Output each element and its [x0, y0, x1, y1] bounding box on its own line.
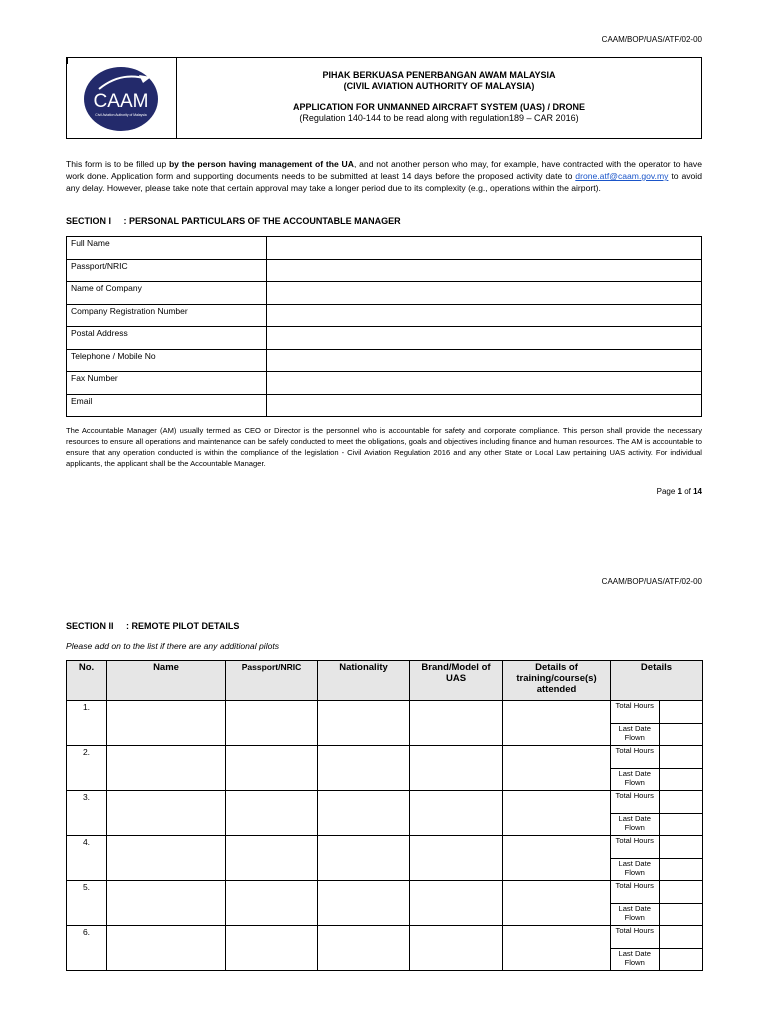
intro-paragraph — [66, 158, 702, 194]
table-row — [67, 349, 702, 372]
last-date-input[interactable] — [659, 858, 702, 880]
training-cell[interactable] — [503, 836, 611, 881]
details-cell — [611, 836, 703, 881]
training-cell[interactable] — [503, 791, 611, 836]
total-hours-label: Total Hours — [611, 791, 659, 813]
table-row — [67, 791, 703, 836]
field-input[interactable] — [267, 259, 702, 282]
table-row — [67, 926, 703, 971]
col-header-training: Details of training/course(s) attended — [503, 661, 611, 701]
brand-cell[interactable] — [410, 701, 503, 746]
col-header-passport: Passport/NRIC — [226, 661, 318, 701]
last-date-label: Last Date Flown — [611, 768, 659, 790]
total-hours-label: Total Hours — [611, 746, 659, 768]
intro-bold: by the person having management of the UA — [168, 159, 354, 169]
training-cell[interactable] — [503, 881, 611, 926]
nationality-cell[interactable] — [318, 881, 410, 926]
page-number — [657, 487, 702, 496]
last-date-label: Last Date Flown — [611, 813, 659, 835]
passport-cell[interactable] — [226, 926, 318, 971]
document-reference: CAAM/BOP/UAS/ATF/02-00 — [601, 35, 702, 44]
training-cell[interactable] — [503, 926, 611, 971]
last-date-label: Last Date Flown — [611, 948, 659, 970]
field-input[interactable] — [267, 304, 702, 327]
col-header-nationality: Nationality — [318, 661, 410, 701]
nationality-cell[interactable] — [318, 701, 410, 746]
intro-text-2: , and not another person who may, for example, have contracted with the operator to have work done. Application form and supporting documents needs to be submitted at least 14 days before the proposed activity date to — [66, 159, 702, 181]
total-hours-label: Total Hours — [611, 926, 659, 948]
field-input[interactable] — [267, 237, 702, 260]
name-cell[interactable] — [107, 836, 226, 881]
total-hours-input[interactable] — [659, 881, 702, 903]
title-block — [177, 58, 701, 138]
total-hours-input[interactable] — [659, 791, 702, 813]
field-input[interactable] — [267, 327, 702, 350]
table-row — [67, 746, 703, 791]
col-header-no: No. — [67, 661, 107, 701]
form-header — [66, 57, 702, 139]
details-cell — [611, 881, 703, 926]
logo-text: CAAM — [93, 91, 149, 112]
last-date-input[interactable] — [659, 768, 702, 790]
nationality-cell[interactable] — [318, 836, 410, 881]
nationality-cell[interactable] — [318, 791, 410, 836]
page-total: 14 — [693, 487, 702, 496]
row-number: 6. — [67, 926, 107, 971]
field-label: Telephone / Mobile No — [67, 349, 267, 372]
col-header-name: Name — [107, 661, 226, 701]
additional-pilots-note: Please add on to the list if there are any additional pilots — [66, 641, 280, 651]
last-date-input[interactable] — [659, 948, 702, 970]
total-hours-input[interactable] — [659, 836, 702, 858]
name-cell[interactable] — [107, 701, 226, 746]
name-cell[interactable] — [107, 746, 226, 791]
field-label: Passport/NRIC — [67, 259, 267, 282]
row-number: 4. — [67, 836, 107, 881]
passport-cell[interactable] — [226, 791, 318, 836]
page-current: 1 — [677, 487, 682, 496]
field-input[interactable] — [267, 372, 702, 395]
total-hours-label: Total Hours — [611, 701, 659, 723]
name-cell[interactable] — [107, 926, 226, 971]
field-input[interactable] — [267, 349, 702, 372]
row-number: 3. — [67, 791, 107, 836]
field-input[interactable] — [267, 282, 702, 305]
logo-subtext: Civil Aviation Authority of Malaysia — [95, 113, 147, 117]
field-label: Postal Address — [67, 327, 267, 350]
name-cell[interactable] — [107, 791, 226, 836]
table-row — [67, 237, 702, 260]
table-row — [67, 282, 702, 305]
details-cell — [611, 791, 703, 836]
total-hours-label: Total Hours — [611, 836, 659, 858]
table-row — [67, 259, 702, 282]
nationality-cell[interactable] — [318, 926, 410, 971]
passport-cell[interactable] — [226, 881, 318, 926]
remote-pilot-table — [66, 660, 703, 971]
passport-cell[interactable] — [226, 701, 318, 746]
details-cell — [611, 746, 703, 791]
last-date-label: Last Date Flown — [611, 723, 659, 745]
form-regulation: (Regulation 140-144 to be read along with regulation189 – CAR 2016) — [299, 113, 579, 123]
last-date-input[interactable] — [659, 813, 702, 835]
total-hours-input[interactable] — [659, 701, 702, 723]
last-date-label: Last Date Flown — [611, 858, 659, 880]
field-label: Company Registration Number — [67, 304, 267, 327]
passport-cell[interactable] — [226, 836, 318, 881]
accountable-manager-note: The Accountable Manager (AM) usually termed as CEO or Director is the personnel who is accountable for safety and corporate compliance. This person shall provide the necessary resources to ensure all operations and maintenance can be safely conducted to meet the obligations, goals and objectives including finance and human resources. The AM is accountable to ensure that any operation conducted is within the compliance of the legislation - Civil Aviation Regulation 2016 and any other State or Local Law pertaining UAS activity. For individual applicants, the applicant shall be the Accountable Manager. — [66, 426, 702, 468]
last-date-label: Last Date Flown — [611, 903, 659, 925]
col-header-brand-model: Brand/Model of UAS — [410, 661, 503, 701]
personal-particulars-table — [66, 236, 702, 417]
brand-cell[interactable] — [410, 926, 503, 971]
form-title: APPLICATION FOR UNMANNED AIRCRAFT SYSTEM (UAS) / DRONE — [293, 102, 585, 112]
table-header-row — [67, 661, 703, 701]
total-hours-input[interactable] — [659, 926, 702, 948]
section-1-title: SECTION I : PERSONAL PARTICULARS OF THE ACCOUNTABLE MANAGER — [66, 216, 401, 226]
table-row — [67, 372, 702, 395]
page-of: of — [681, 487, 694, 496]
title-malay: PIHAK BERKUASA PENERBANGAN AWAM MALAYSIA — [322, 70, 556, 80]
table-row — [67, 304, 702, 327]
col-header-details: Details — [611, 661, 703, 701]
training-cell[interactable] — [503, 746, 611, 791]
total-hours-input[interactable] — [659, 746, 702, 768]
last-date-input[interactable] — [659, 903, 702, 925]
last-date-input[interactable] — [659, 723, 702, 745]
email-link[interactable]: drone.atf@caam.gov.my — [575, 171, 669, 181]
name-cell[interactable] — [107, 881, 226, 926]
document-reference: CAAM/BOP/UAS/ATF/02-00 — [601, 577, 702, 586]
table-row — [67, 701, 703, 746]
row-number: 1. — [67, 701, 107, 746]
table-row — [67, 881, 703, 926]
row-number: 5. — [67, 881, 107, 926]
field-input[interactable] — [267, 394, 702, 417]
field-label: Fax Number — [67, 372, 267, 395]
field-label: Name of Company — [67, 282, 267, 305]
table-row — [67, 836, 703, 881]
field-label: Email — [67, 394, 267, 417]
title-english: (CIVIL AVIATION AUTHORITY OF MALAYSIA) — [343, 81, 535, 91]
row-number: 2. — [67, 746, 107, 791]
intro-text-3: to avoid any delay. However, please take note that certain approval may take a longer period due to its complexity (e.g., operations within the airport). — [66, 171, 702, 193]
nationality-cell[interactable] — [318, 746, 410, 791]
field-label: Full Name — [67, 237, 267, 260]
brand-cell[interactable] — [410, 791, 503, 836]
details-cell — [611, 926, 703, 971]
logo-cell — [67, 58, 177, 138]
section-2-title: SECTION II : REMOTE PILOT DETAILS — [66, 621, 240, 631]
corner-mark — [67, 58, 72, 64]
details-cell — [611, 701, 703, 746]
page-label: Page — [656, 487, 678, 496]
passport-cell[interactable] — [226, 746, 318, 791]
intro-text-1: This form is to be filled up — [66, 159, 169, 169]
brand-cell[interactable] — [410, 836, 503, 881]
brand-cell[interactable] — [410, 746, 503, 791]
table-row — [67, 394, 702, 417]
training-cell[interactable] — [503, 701, 611, 746]
caam-logo — [81, 65, 161, 133]
brand-cell[interactable] — [410, 881, 503, 926]
table-row — [67, 327, 702, 350]
total-hours-label: Total Hours — [611, 881, 659, 903]
